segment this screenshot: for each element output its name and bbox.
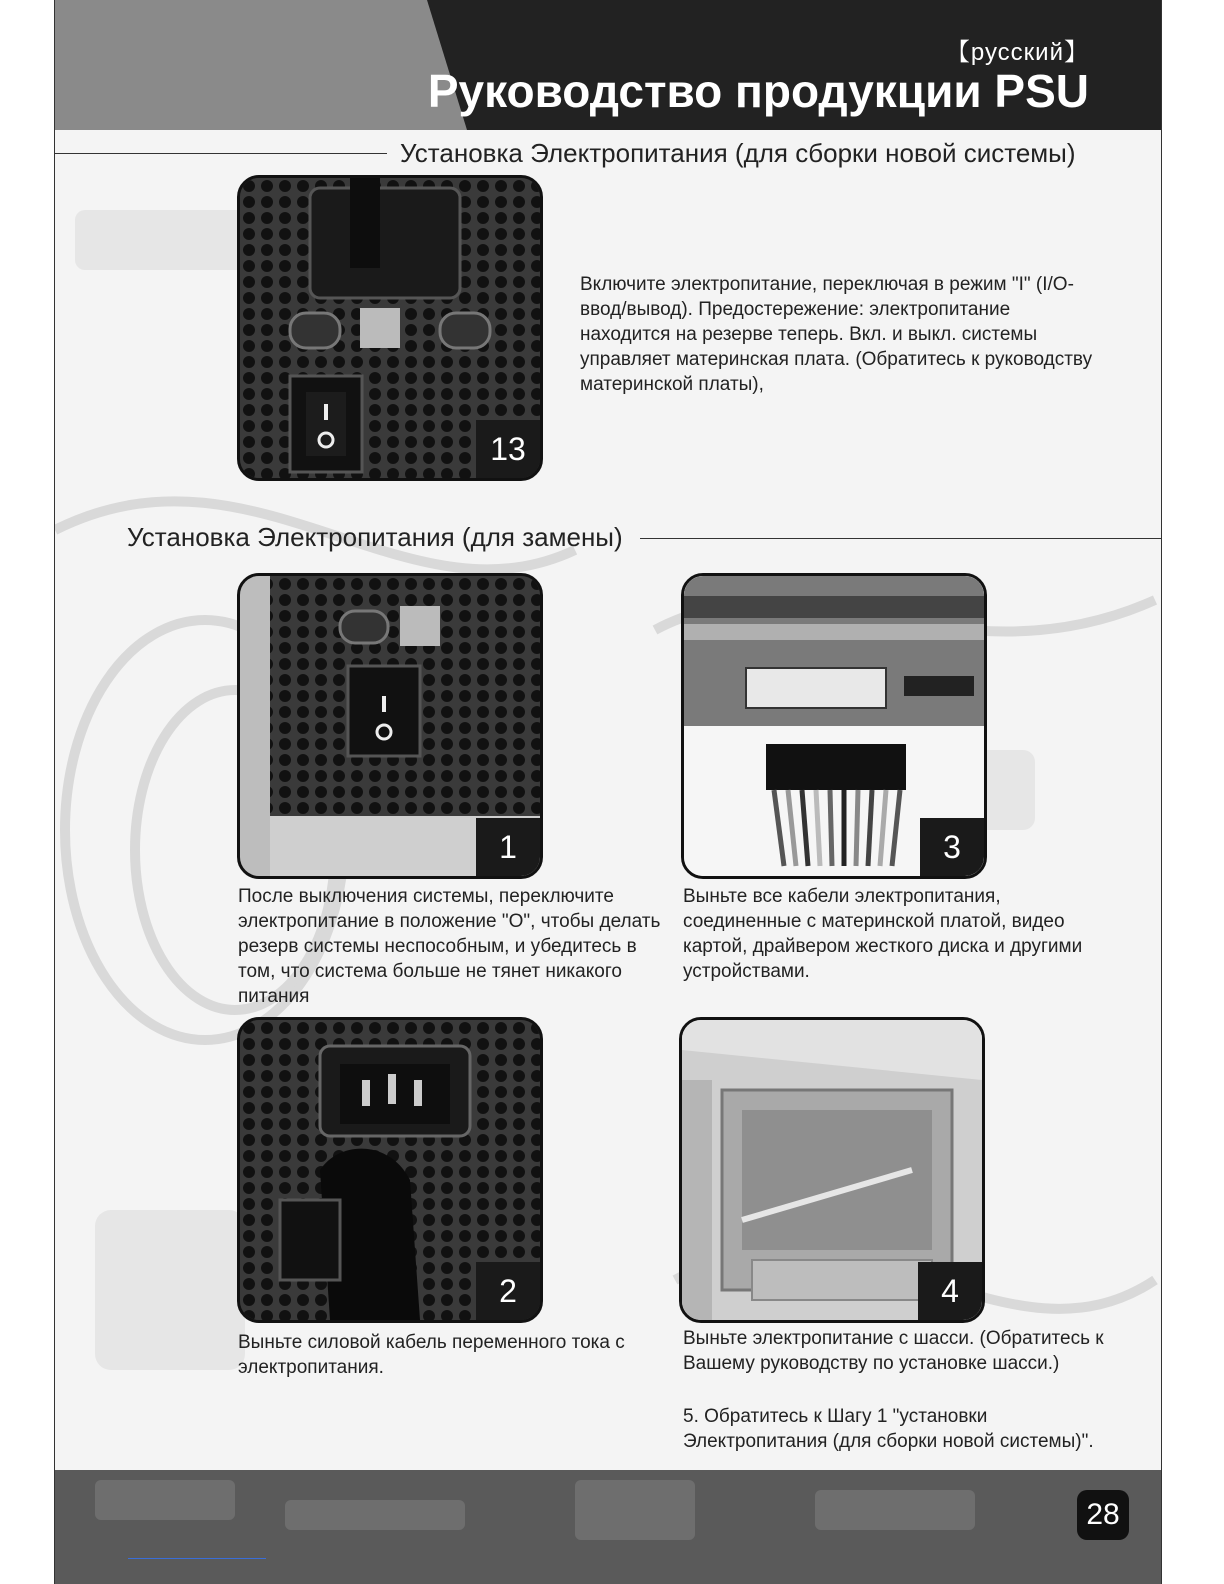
section-heading-new-system: Установка Электропитания (для сборки новой системы) bbox=[400, 138, 1076, 168]
step-number-badge: 1 bbox=[476, 818, 540, 876]
section-rule-left bbox=[55, 153, 387, 154]
footer-bar bbox=[55, 1470, 1161, 1584]
step-number-badge: 13 bbox=[476, 420, 540, 478]
header-bar bbox=[55, 0, 1161, 130]
step-2-text: Выньте силовой кабель переменного тока с электропитания. bbox=[238, 1332, 625, 1378]
step-number-badge: 4 bbox=[918, 1262, 982, 1320]
link-underline bbox=[128, 1558, 266, 1559]
photo-step-1 bbox=[237, 573, 543, 879]
section-rule-right bbox=[640, 538, 1161, 539]
photo-step-13 bbox=[237, 175, 543, 481]
step-4-text: Выньте электропитание с шасси. (Обратитесь к Вашему руководству по установке шасси.) bbox=[683, 1328, 1104, 1374]
section-heading-replacement: Установка Электропитания (для замены) bbox=[127, 522, 623, 552]
manual-page bbox=[54, 0, 1162, 1584]
photo-step-3 bbox=[681, 573, 987, 879]
step-1-text: После выключения системы, переключите электропитание в положение "O", чтобы делать резерв системы неспособным, и убедитесь в том, что система больше не тянет никакого питания bbox=[238, 886, 661, 1007]
step-number-badge: 2 bbox=[476, 1262, 540, 1320]
photo-step-4 bbox=[679, 1017, 985, 1323]
language-label: 【русский】 bbox=[945, 39, 1089, 66]
page-title: Руководство продукции PSU bbox=[427, 65, 1089, 117]
footer-artwork bbox=[55, 1470, 1161, 1584]
step-5-text: 5. Обратитесь к Шагу 1 "установки Электропитания (для сборки новой системы)". bbox=[683, 1406, 1094, 1452]
step-number-badge: 3 bbox=[920, 818, 984, 876]
page-number: 28 bbox=[1077, 1490, 1129, 1540]
step-3-text: Выньте все кабели электропитания, соединенные с материнской платой, видео картой, драйвером жесткого диска и другими устройствами. bbox=[683, 886, 1083, 982]
photo-step-2 bbox=[237, 1017, 543, 1323]
step-13-text: Включите электропитание, переключая в режим "I" (I/O-ввод/вывод). Предостережение: электропитание находится на резерве теперь. Вкл. и выкл. системы управляет материнская плата. (Обратитесь к руководству материнской платы), bbox=[580, 274, 1093, 395]
